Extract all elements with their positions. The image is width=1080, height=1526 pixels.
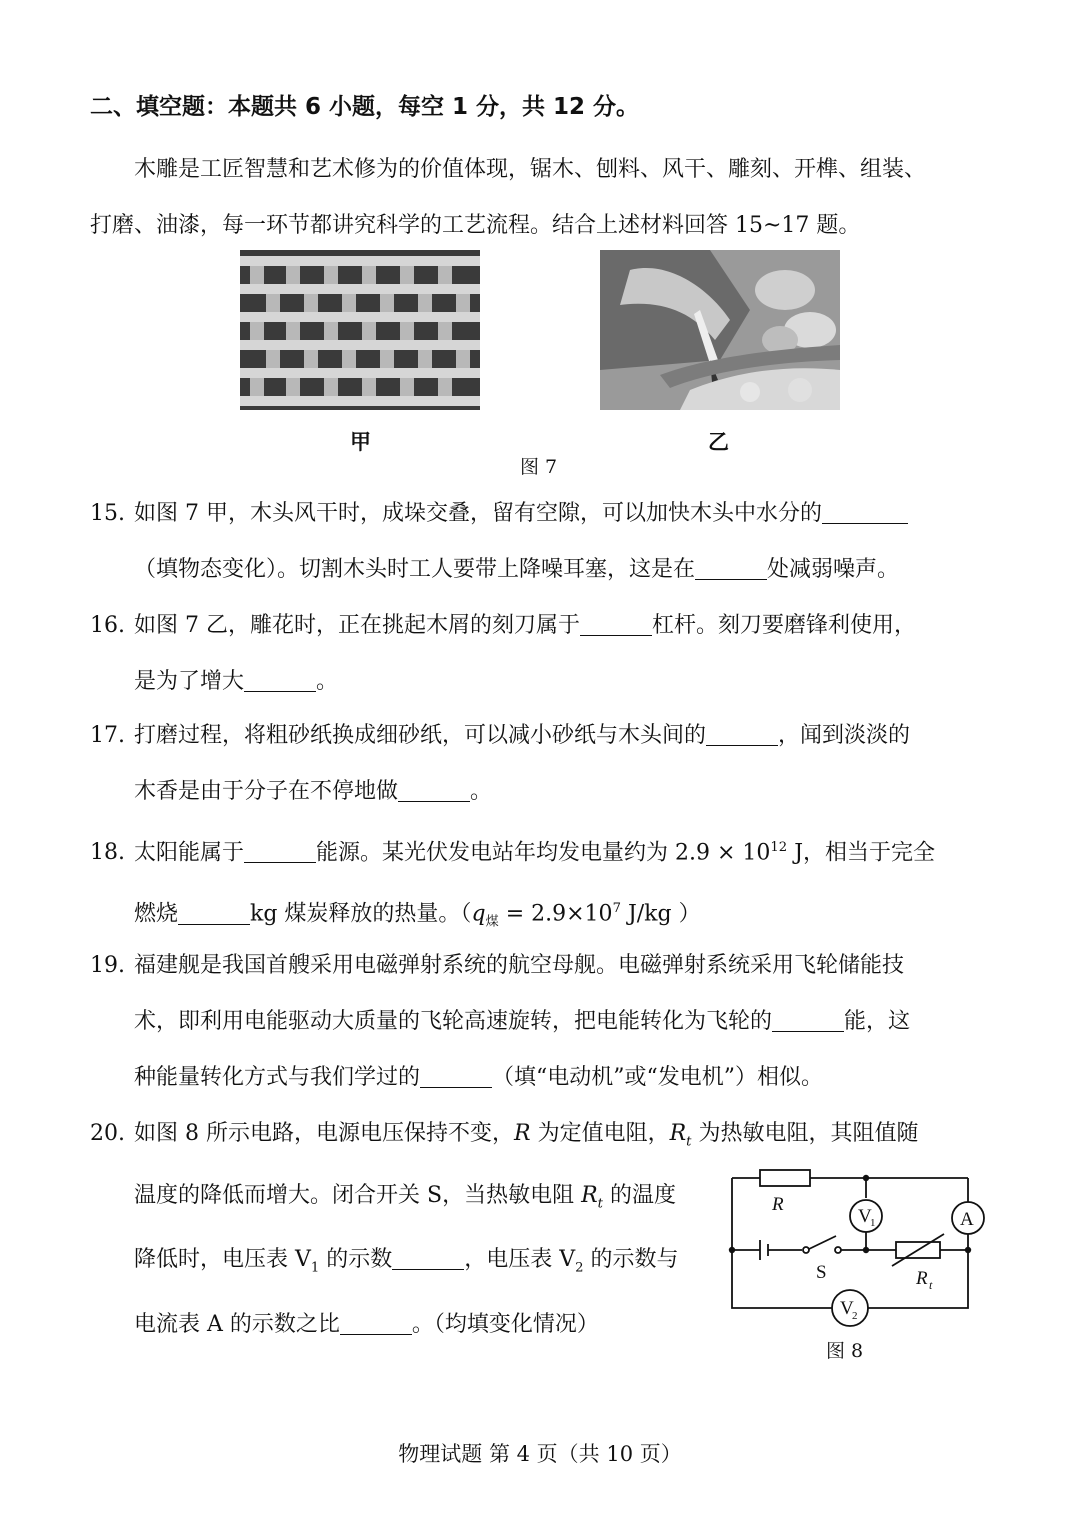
question-text: 处减弱噪声。 bbox=[767, 557, 900, 582]
answer-blank[interactable] bbox=[244, 669, 316, 692]
question-text: 燃烧 bbox=[134, 901, 179, 927]
subscript: 煤 bbox=[485, 915, 499, 931]
subscript: 1 bbox=[310, 1260, 320, 1276]
figure-8-circuit bbox=[720, 1164, 1000, 1364]
subscript: t bbox=[686, 1134, 692, 1150]
answer-blank[interactable] bbox=[398, 779, 470, 802]
answer-blank[interactable] bbox=[695, 557, 767, 580]
question-15 bbox=[90, 486, 1000, 598]
answer-blank[interactable] bbox=[178, 902, 250, 925]
question-text: 福建舰是我国首艘采用电磁弹射系统的航空母舰。电磁弹射系统采用飞轮储能技 bbox=[134, 953, 905, 978]
question-20-body bbox=[134, 1168, 724, 1353]
question-text: 如图 7 甲，木头风干时，成垛交叠，留有空隙，可以加快木头中水分的 bbox=[134, 501, 822, 526]
figure-7 bbox=[240, 250, 840, 480]
question-18 bbox=[90, 820, 1000, 951]
question-text: 打磨过程，将粗砂纸换成细砂纸，可以减小砂纸与木头间的 bbox=[134, 723, 707, 748]
question-text: 。 bbox=[316, 669, 339, 694]
figure-7-caption: 图 7 bbox=[520, 456, 558, 478]
question-text: 的示数与 bbox=[583, 1247, 679, 1273]
photo-stacked-wood bbox=[240, 250, 480, 410]
question-text: 如图 7 乙，雕花时，正在挑起木屑的刻刀属于 bbox=[134, 613, 580, 638]
question-number: 18. bbox=[90, 840, 125, 866]
question-text: 如图 8 所示电路，电源电压保持不变， bbox=[134, 1121, 514, 1146]
subscript: 2 bbox=[575, 1260, 584, 1276]
label-v2: V bbox=[840, 1298, 854, 1319]
question-number: 15. bbox=[90, 501, 125, 526]
question-text: 降低时，电压表 V bbox=[134, 1247, 311, 1273]
question-text: 种能量转化方式与我们学过的 bbox=[134, 1065, 421, 1090]
answer-blank[interactable] bbox=[392, 1247, 464, 1270]
question-text: 太阳能属于 bbox=[134, 840, 245, 866]
exponent: 12 bbox=[770, 840, 788, 855]
question-number: 17. bbox=[90, 723, 125, 748]
answer-blank[interactable] bbox=[420, 1065, 492, 1088]
question-text: 能，这 bbox=[844, 1009, 911, 1034]
section-title: 二、填空题：本题共 6 小题，每空 1 分，共 12 分。 bbox=[90, 94, 640, 120]
question-text: 是为了增大 bbox=[134, 669, 245, 694]
answer-blank[interactable] bbox=[244, 840, 316, 863]
answer-blank[interactable] bbox=[340, 1312, 412, 1335]
photo-wood-carving bbox=[600, 250, 840, 410]
subscript: t bbox=[597, 1196, 603, 1212]
question-text: 木香是由于分子在不停地做 bbox=[134, 779, 399, 804]
question-text: = 2.9×10 bbox=[498, 901, 613, 927]
question-text: （填物态变化）。切割木头时工人要带上降噪耳塞，这是在 bbox=[134, 557, 696, 582]
question-text: ，闻到淡淡的 bbox=[778, 723, 911, 748]
label-v1: V bbox=[858, 1206, 872, 1227]
symbol-rt: R bbox=[581, 1183, 598, 1208]
question-text: 杠杆。刻刀要磨锋利使用， bbox=[652, 613, 917, 638]
question-text: （填“电动机”或“发电机”）相似。 bbox=[492, 1065, 824, 1090]
question-text: ，电压表 V bbox=[464, 1247, 576, 1273]
question-number: 20. bbox=[90, 1121, 125, 1146]
question-16 bbox=[90, 598, 1000, 710]
label-rt-sub: t bbox=[929, 1278, 933, 1292]
answer-blank[interactable] bbox=[706, 723, 778, 746]
question-text: 能源。某光伏发电站年均发电量约为 2.9 × 10 bbox=[316, 840, 771, 866]
circuit-diagram bbox=[720, 1164, 1000, 1334]
page-footer: 物理试题 第 4 页（共 10 页） bbox=[398, 1442, 682, 1466]
intro-line-2: 打磨、油漆，每一环节都讲究科学的工艺流程。结合上述材料回答 15~17 题。 bbox=[90, 213, 861, 238]
question-19 bbox=[90, 938, 1000, 1106]
question-text: 为热敏电阻，其阻值随 bbox=[691, 1121, 919, 1146]
question-text: 术，即利用电能驱动大质量的飞轮高速旋转，把电能转化为飞轮的 bbox=[134, 1009, 773, 1034]
intro-line-1: 木雕是工匠智慧和艺术修为的价值体现，锯木、刨料、风干、雕刻、开榫、组装、 bbox=[134, 157, 927, 182]
exponent: 7 bbox=[612, 901, 621, 917]
question-text: 。（均填变化情况） bbox=[411, 1311, 599, 1337]
question-17 bbox=[90, 708, 1000, 820]
figure-7-label-a: 甲 bbox=[350, 430, 371, 454]
question-text: J，相当于完全 bbox=[787, 840, 936, 866]
label-v1-sub: 1 bbox=[870, 1217, 876, 1229]
intro-paragraph bbox=[90, 142, 1000, 254]
answer-blank[interactable] bbox=[822, 501, 908, 524]
symbol-r: R bbox=[514, 1121, 531, 1146]
symbol-rt: R bbox=[669, 1121, 687, 1146]
label-rt: R bbox=[916, 1268, 928, 1289]
answer-blank[interactable] bbox=[580, 613, 652, 636]
question-number: 16. bbox=[90, 613, 125, 638]
heat-value-symbol: q bbox=[471, 901, 486, 927]
label-v2-sub: 2 bbox=[852, 1310, 858, 1322]
question-text: 的示数 bbox=[319, 1247, 393, 1273]
label-r: R bbox=[772, 1194, 784, 1215]
figure-8-caption: 图 8 bbox=[826, 1340, 864, 1362]
answer-blank[interactable] bbox=[772, 1009, 844, 1032]
question-text: 为定值电阻， bbox=[530, 1121, 670, 1146]
figure-7-label-b: 乙 bbox=[708, 430, 729, 454]
question-text: 。 bbox=[470, 779, 493, 804]
question-text: kg 煤炭释放的热量。（ bbox=[250, 901, 472, 927]
question-text: 的温度 bbox=[602, 1183, 676, 1208]
question-20 bbox=[90, 1106, 1000, 1170]
question-text: 电流表 A 的示数之比 bbox=[134, 1311, 340, 1337]
question-text: 温度的降低而增大。闭合开关 S，当热敏电阻 bbox=[134, 1183, 582, 1208]
question-number: 19. bbox=[90, 953, 125, 978]
question-text: J/kg ） bbox=[620, 901, 701, 927]
label-a: A bbox=[960, 1209, 974, 1230]
label-s: S bbox=[816, 1262, 827, 1283]
